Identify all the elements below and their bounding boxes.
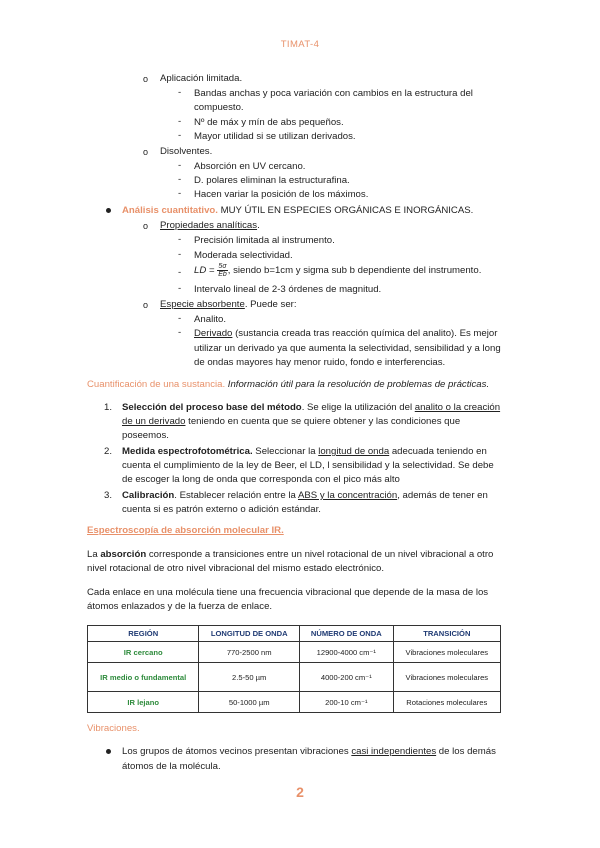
step-1-line-1 — [122, 401, 500, 414]
quant-heading-rest: MUY ÚTIL EN ESPECIES ORGÁNICAS E INORGÁNICAS. — [217, 205, 474, 216]
derivado-line-3: de ondas mayores hay menor ruido, fondo e interferencias. — [194, 357, 446, 368]
dash-bullet-icon: - — [178, 87, 182, 98]
circle-bullet-icon: o — [143, 147, 149, 157]
solvents-title: Disolventes. — [160, 146, 213, 157]
circle-bullet-icon: o — [143, 300, 149, 310]
step-number: 2. — [104, 446, 113, 457]
list-item: Analito. — [194, 314, 226, 325]
vibr-text-post: de los demás — [436, 746, 496, 757]
dash-bullet-icon: - — [178, 313, 182, 324]
list-item: Absorción en UV cercano. — [194, 161, 306, 172]
ir-p1-line-1 — [87, 548, 493, 561]
step-1-text: . Se elige la utilización del — [301, 402, 415, 413]
table-header-row — [88, 626, 501, 642]
derivado-label: Derivado — [194, 328, 233, 339]
ld-formula-line — [194, 262, 481, 280]
table-header-cell: NÚMERO DE ONDA — [299, 626, 393, 642]
step-2-line-1 — [122, 445, 487, 458]
table-cell: 12900-4000 cm⁻¹ — [299, 642, 393, 663]
ir-p1-pre: La — [87, 549, 101, 560]
quantification-subtitle: Información útil para la resolución de problemas de prácticas. — [225, 379, 490, 390]
ir-p2-line-2: átomos enlazados y de la fuerza de enlace. — [87, 601, 273, 612]
step-number: 1. — [104, 402, 113, 413]
dash-bullet-icon: - — [178, 188, 182, 199]
ld-numerator: 5σ — [218, 262, 227, 270]
app-limited-title: Aplicación limitada. — [160, 73, 243, 84]
step-3-underline: ABS y la concentración — [297, 490, 398, 501]
step-1-underline-2: de un derivado — [122, 416, 186, 427]
ld-description: , siendo b=1cm y sigma sub b dependiente del instrumento. — [227, 265, 482, 276]
dash-bullet-icon: - — [178, 130, 182, 141]
table-cell: 4000-200 cm⁻¹ — [299, 663, 393, 692]
dash-bullet-icon: - — [178, 234, 182, 245]
step-2-line-3: de escoger la long de onda que corresponda con el pico más alto — [122, 474, 400, 485]
dash-bullet-icon: - — [178, 249, 182, 260]
list-item: Mayor utilidad si se utilizan derivados. — [194, 131, 356, 142]
quant-heading-line — [122, 204, 473, 217]
species-title: Especie absorbente — [160, 299, 245, 310]
step-number: 3. — [104, 490, 113, 501]
table-cell: IR cercano — [88, 642, 199, 663]
step-1-label: Selección del proceso base del método — [122, 402, 302, 413]
ld-denominator: Eb — [218, 270, 227, 278]
list-item: Nº de máx y mín de abs pequeños. — [194, 117, 344, 128]
dash-bullet-icon: - — [178, 160, 182, 171]
ir-title: Espectroscopía de absorción molecular IR. — [87, 525, 284, 536]
list-item: compuesto. — [194, 102, 244, 113]
ir-regions-table — [87, 625, 501, 713]
vibr-line-1 — [122, 745, 496, 758]
table-cell: Vibraciones moleculares — [393, 663, 500, 692]
step-2-label: Medida espectrofotométrica. — [122, 446, 253, 457]
derivado-line-2: utilizar un derivado ya que aumenta la selectividad, sensibilidad y a long — [194, 343, 501, 354]
derivado-text-1: (sustancia creada tras reacción química del analito). Es mejor — [232, 328, 498, 339]
ir-p1-text: corresponde a transiciones entre un nivel rotacional de un nivel vibracional a otro — [146, 549, 494, 560]
list-item: Hacen variar la posición de los máximos. — [194, 189, 369, 200]
table-row — [88, 663, 501, 692]
table-header-cell: LONGITUD DE ONDA — [199, 626, 300, 642]
step-3-text: . Establecer relación entre la — [174, 490, 298, 501]
list-item: D. polares eliminan la estructurafina. — [194, 175, 350, 186]
props-title: Propiedades analíticas — [160, 220, 258, 231]
table-cell: 50-1000 µm — [199, 692, 300, 713]
table-row — [88, 692, 501, 713]
step-1-underline: analito o la creación — [414, 402, 501, 413]
species-title-line — [160, 298, 297, 311]
dash-bullet-icon: - — [178, 116, 182, 127]
vibr-title: Vibraciones. — [87, 723, 140, 734]
bullet-dot-icon — [106, 749, 111, 754]
step-3-line-2: cuenta si es patrón externo o adición estándar. — [122, 504, 321, 515]
table-cell: 200-10 cm⁻¹ — [299, 692, 393, 713]
table-cell: Vibraciones moleculares — [393, 642, 500, 663]
step-2-text-b: adecuada teniendo en — [389, 446, 487, 457]
table-cell: IR lejano — [88, 692, 199, 713]
dash-bullet-icon: - — [178, 283, 182, 294]
vibr-text-pre: Los grupos de átomos vecinos presentan vibraciones — [122, 746, 352, 757]
ld-fraction — [217, 263, 228, 278]
species-rest: . Puede ser: — [244, 299, 297, 310]
table-cell: 2.5-50 µm — [199, 663, 300, 692]
step-3-line-1 — [122, 489, 488, 502]
list-item: Precisión limitada al instrumento. — [194, 235, 335, 246]
page-number: 2 — [296, 784, 304, 800]
step-1-line-3: poseemos. — [122, 430, 169, 441]
quant-heading: Análisis cuantitativo. — [122, 205, 218, 216]
step-2-text: Seleccionar la — [252, 446, 319, 457]
ir-p1-line-2: nivel rotacional de otro nivel vibracional del mismo estado electrónico. — [87, 563, 385, 574]
derivado-line-1 — [194, 327, 497, 340]
table-cell: Rotaciones moleculares — [393, 692, 500, 713]
running-header: TIMAT-4 — [280, 39, 320, 50]
quantification-title-line — [87, 378, 489, 391]
vibr-underline: casi independientes — [351, 746, 437, 757]
ld-label: LD = — [194, 265, 218, 276]
table-header-cell: TRANSICIÓN — [393, 626, 500, 642]
dash-bullet-icon: - — [178, 174, 182, 185]
dash-bullet-icon: - — [178, 267, 182, 278]
bullet-dot-icon — [106, 208, 111, 213]
list-item: Intervalo lineal de 2-3 órdenes de magnitud. — [194, 284, 382, 295]
table-row — [88, 642, 501, 663]
quantification-title: Cuantificación de una sustancia. — [87, 379, 226, 390]
step-2-underline: longitud de onda — [318, 446, 390, 457]
table-header-cell: REGIÓN — [88, 626, 199, 642]
list-item: Bandas anchas y poca variación con cambios en la estructura del — [194, 88, 473, 99]
step-1-text-2: teniendo en cuenta que se quiere obtener y las condiciones que — [185, 416, 461, 427]
props-title-line: Propiedades analíticas. — [160, 220, 260, 231]
table-cell: 770-2500 nm — [199, 642, 300, 663]
ir-p2-line-1: Cada enlace en una molécula tiene una frecuencia vibracional que depende de la masa de los — [87, 587, 489, 598]
dash-bullet-icon: - — [178, 327, 182, 338]
list-item: Moderada selectividad. — [194, 250, 293, 261]
vibr-line-2: átomos de la molécula. — [122, 761, 221, 772]
step-2-line-2: cuenta el cumplimiento de la ley de Beer, el LD, l sensibilidad y la selectividad. Se debe — [122, 460, 494, 471]
step-3-label: Calibración — [122, 490, 175, 501]
step-3-text-b: , además de tener en — [397, 490, 488, 501]
circle-bullet-icon: o — [143, 221, 149, 231]
step-1-line-2 — [122, 415, 460, 428]
circle-bullet-icon: o — [143, 74, 149, 84]
table-cell: IR medio o fundamental — [88, 663, 199, 692]
ir-p1-bold: absorción — [100, 549, 147, 560]
